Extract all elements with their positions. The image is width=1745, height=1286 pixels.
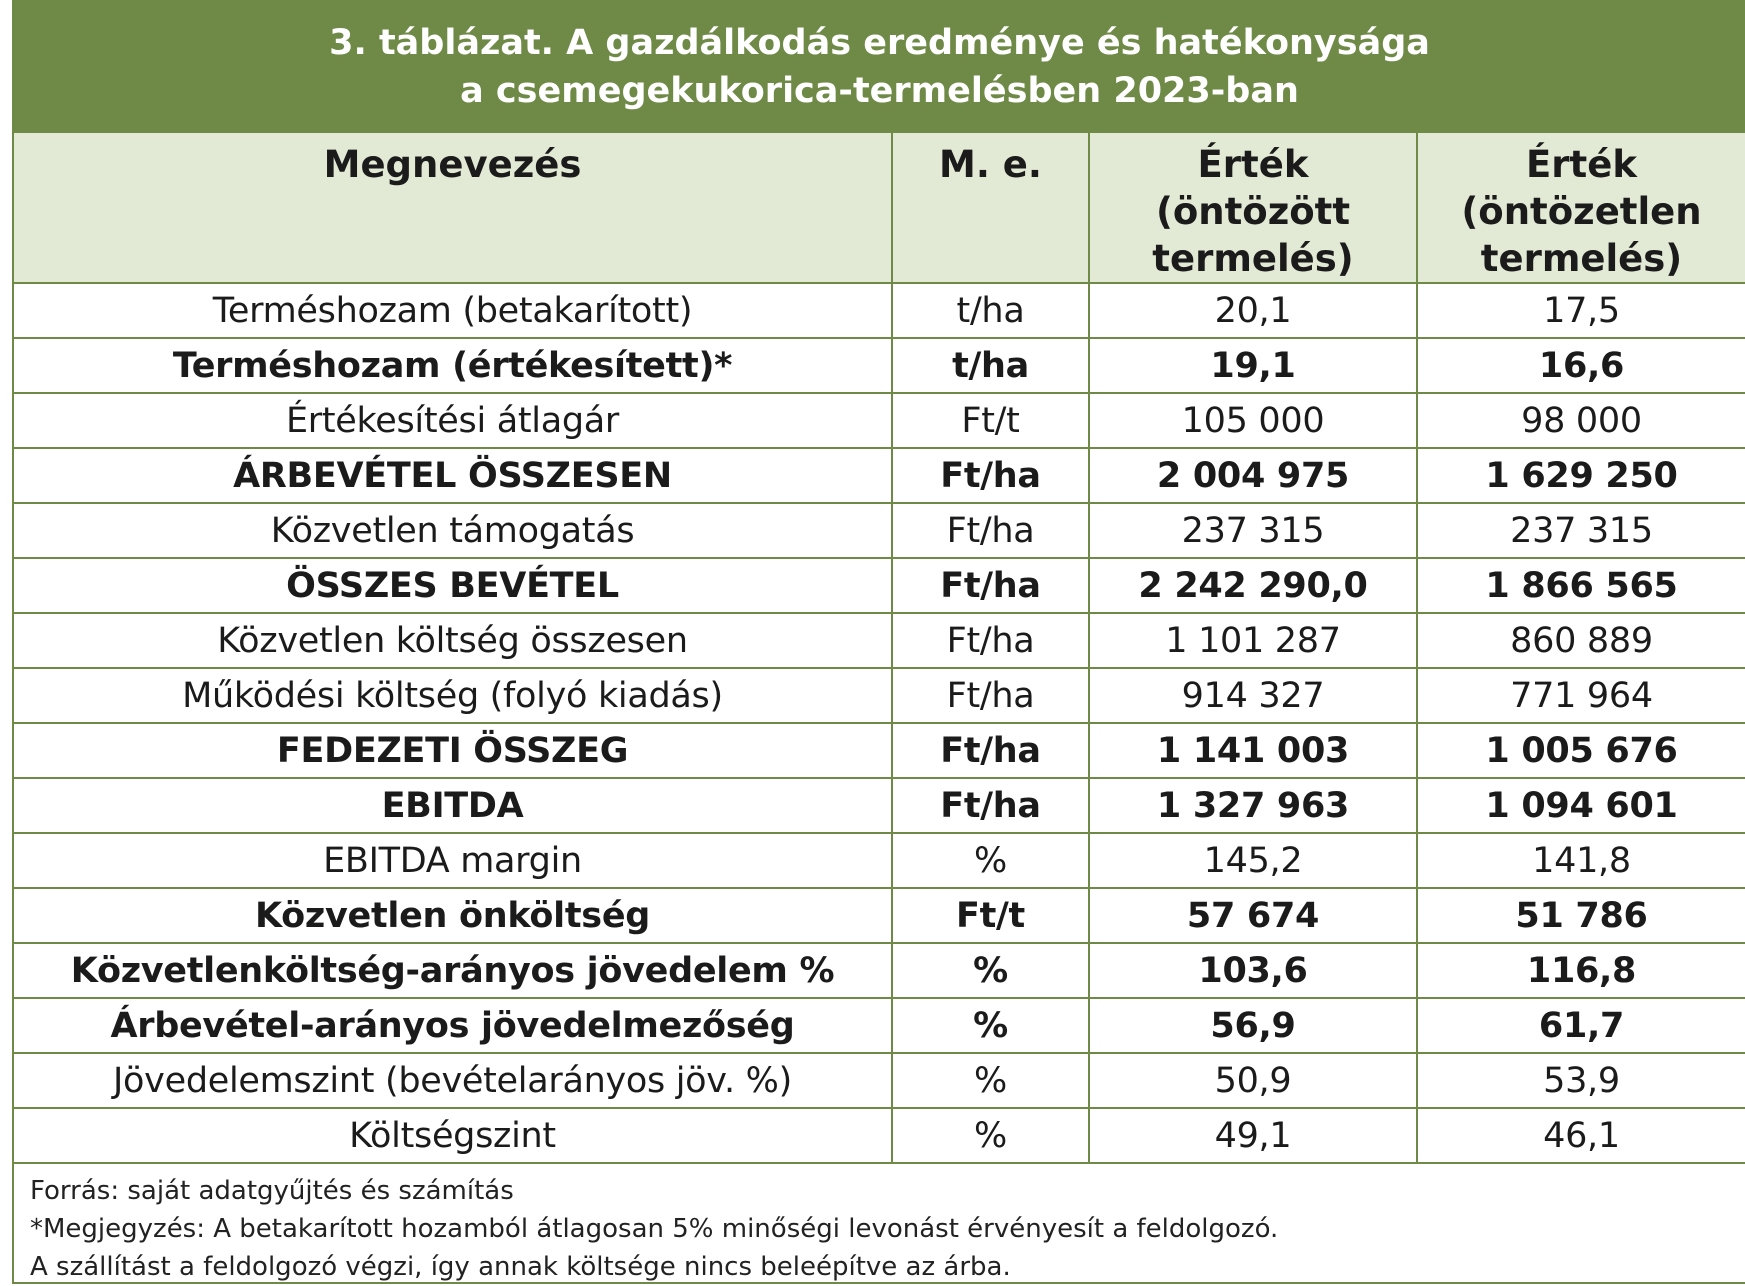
irrigated-value: 20,1 (1089, 283, 1417, 338)
column-header-text: termelés) (1480, 237, 1683, 280)
column-header-text: Megnevezés (323, 143, 582, 186)
table-row (14, 1108, 1745, 1163)
nonirrigated-value: 116,8 (1417, 943, 1745, 998)
irrigated-value: 19,1 (1089, 338, 1417, 393)
col-header-nonirrigated (1417, 133, 1745, 283)
column-header-row (14, 133, 1745, 283)
nonirrigated-value: 141,8 (1417, 833, 1745, 888)
col-header-unit (892, 133, 1089, 283)
nonirrigated-value: 46,1 (1417, 1108, 1745, 1163)
nonirrigated-value: 1 005 676 (1417, 723, 1745, 778)
unit-cell: Ft/ha (892, 558, 1089, 613)
column-header-text: Érték (1526, 143, 1637, 186)
column-header-text: (öntözetlen (1461, 190, 1702, 233)
nonirrigated-value: 860 889 (1417, 613, 1745, 668)
unit-cell: % (892, 1053, 1089, 1108)
table-row (14, 723, 1745, 778)
results-table (14, 133, 1745, 1164)
table-title-line-1: 3. táblázat. A gazdálkodás eredménye és hatékonysága (329, 22, 1430, 63)
irrigated-value: 1 141 003 (1089, 723, 1417, 778)
unit-cell: Ft/t (892, 393, 1089, 448)
table-notes (14, 1164, 1745, 1286)
unit-cell: Ft/ha (892, 778, 1089, 833)
col-header-irrigated (1089, 133, 1417, 283)
footnote: *Megjegyzés: A betakarított hozamból átlagosan 5% minőségi levonást érvényesít a feldolgozó. (30, 1214, 1279, 1244)
column-header-text: termelés) (1152, 237, 1354, 280)
irrigated-value: 2 004 975 (1089, 448, 1417, 503)
unit-cell: Ft/ha (892, 723, 1089, 778)
col-header-name (14, 133, 892, 283)
row-label: ÖSSZES BEVÉTEL (14, 558, 892, 613)
table-row (14, 613, 1745, 668)
irrigated-value: 1 101 287 (1089, 613, 1417, 668)
irrigated-value: 105 000 (1089, 393, 1417, 448)
irrigated-value: 56,9 (1089, 998, 1417, 1053)
nonirrigated-value: 98 000 (1417, 393, 1745, 448)
row-label: Működési költség (folyó kiadás) (14, 668, 892, 723)
nonirrigated-value: 1 629 250 (1417, 448, 1745, 503)
row-label: Közvetlen önköltség (14, 888, 892, 943)
nonirrigated-value: 237 315 (1417, 503, 1745, 558)
nonirrigated-value: 1 866 565 (1417, 558, 1745, 613)
table-frame (12, 0, 1745, 1284)
unit-cell: Ft/t (892, 888, 1089, 943)
row-label: Közvetlenköltség-arányos jövedelem % (14, 943, 892, 998)
table-row (14, 283, 1745, 338)
row-label: Közvetlen támogatás (14, 503, 892, 558)
nonirrigated-value: 61,7 (1417, 998, 1745, 1053)
unit-cell: t/ha (892, 338, 1089, 393)
unit-cell: % (892, 833, 1089, 888)
table-row (14, 778, 1745, 833)
table-row (14, 558, 1745, 613)
irrigated-value: 103,6 (1089, 943, 1417, 998)
nonirrigated-value: 1 094 601 (1417, 778, 1745, 833)
column-header-text: (öntözött (1155, 190, 1351, 233)
nonirrigated-value: 53,9 (1417, 1053, 1745, 1108)
column-header-text: M. e. (939, 143, 1042, 186)
table-row (14, 943, 1745, 998)
table-body (14, 283, 1745, 1163)
unit-cell: Ft/ha (892, 668, 1089, 723)
irrigated-value: 1 327 963 (1089, 778, 1417, 833)
row-label: ÁRBEVÉTEL ÖSSZESEN (14, 448, 892, 503)
table-row (14, 1053, 1745, 1108)
row-label: EBITDA margin (14, 833, 892, 888)
nonirrigated-value: 771 964 (1417, 668, 1745, 723)
row-label: FEDEZETI ÖSSZEG (14, 723, 892, 778)
table-row (14, 393, 1745, 448)
table-title (14, 0, 1745, 133)
irrigated-value: 145,2 (1089, 833, 1417, 888)
unit-cell: Ft/ha (892, 448, 1089, 503)
irrigated-value: 2 242 290,0 (1089, 558, 1417, 613)
row-label: Közvetlen költség összesen (14, 613, 892, 668)
table-row (14, 503, 1745, 558)
unit-cell: % (892, 943, 1089, 998)
row-label: EBITDA (14, 778, 892, 833)
row-label: Jövedelemszint (bevételarányos jöv. %) (14, 1053, 892, 1108)
nonirrigated-value: 17,5 (1417, 283, 1745, 338)
table-title-line-2: a csemegekukorica-termelésben 2023-ban (460, 70, 1299, 111)
table-row (14, 338, 1745, 393)
irrigated-value: 914 327 (1089, 668, 1417, 723)
irrigated-value: 50,9 (1089, 1053, 1417, 1108)
table-row (14, 448, 1745, 503)
footnote-continued: A szállítást a feldolgozó végzi, így annak költsége nincs beleépítve az árba. (30, 1252, 1011, 1282)
row-label: Árbevétel-arányos jövedelmezőség (14, 998, 892, 1053)
nonirrigated-value: 51 786 (1417, 888, 1745, 943)
row-label: Költségszint (14, 1108, 892, 1163)
table-row (14, 668, 1745, 723)
nonirrigated-value: 16,6 (1417, 338, 1745, 393)
table-row (14, 833, 1745, 888)
row-label: Értékesítési átlagár (14, 393, 892, 448)
table-row (14, 888, 1745, 943)
row-label: Terméshozam (értékesített)* (14, 338, 892, 393)
irrigated-value: 49,1 (1089, 1108, 1417, 1163)
irrigated-value: 237 315 (1089, 503, 1417, 558)
unit-cell: Ft/ha (892, 613, 1089, 668)
row-label: Terméshozam (betakarított) (14, 283, 892, 338)
unit-cell: % (892, 1108, 1089, 1163)
irrigated-value: 57 674 (1089, 888, 1417, 943)
unit-cell: Ft/ha (892, 503, 1089, 558)
source-note: Forrás: saját adatgyűjtés és számítás (30, 1176, 514, 1206)
column-header-text: Érték (1197, 143, 1309, 186)
unit-cell: % (892, 998, 1089, 1053)
table-row (14, 998, 1745, 1053)
unit-cell: t/ha (892, 283, 1089, 338)
